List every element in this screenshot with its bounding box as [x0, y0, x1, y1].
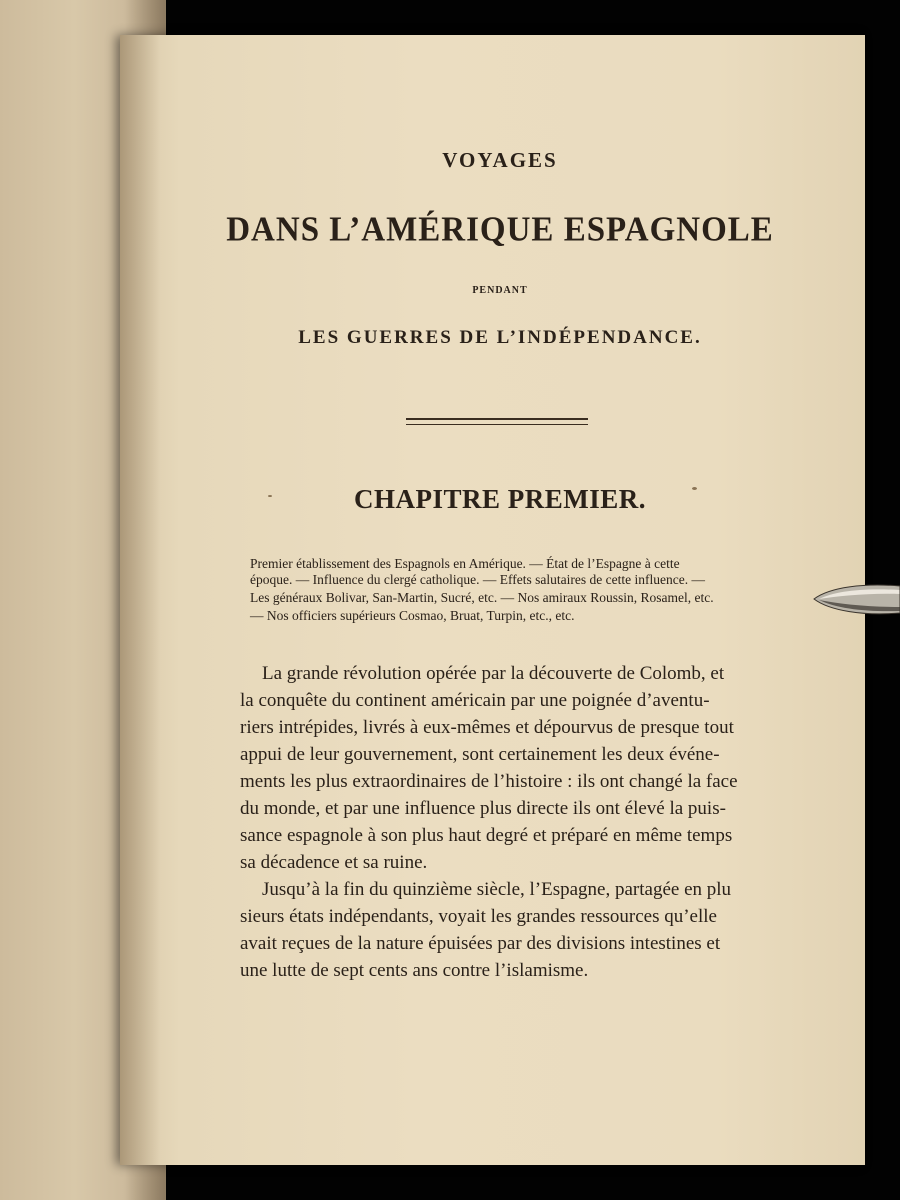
chapter-summary-line: — Nos officiers supérieurs Cosmao, Bruat, Turpin, etc., etc.	[250, 608, 575, 623]
body-text-line: Jusqu’à la fin du quinzième siècle, l’Espagne, partagée en plu	[262, 879, 732, 900]
chapter-summary-line: époque. — Influence du clergé catholique. — Effets salutaires de cette influence. —	[250, 572, 705, 587]
body-text-line: appui de leur gouvernement, sont certainement les deux événe-	[240, 744, 720, 765]
book-gutter	[120, 35, 160, 1165]
body-text-line: la conquête du continent américain par une poignée d’aventu-	[240, 690, 710, 711]
title-voyages: VOYAGES	[442, 148, 558, 172]
decorative-rule	[406, 424, 588, 425]
paper-spot	[268, 495, 272, 497]
body-text-line: sa décadence et sa ruine.	[240, 852, 428, 873]
metal-clip-icon	[812, 580, 900, 618]
body-text-line: sance espagnole à son plus haut degré et préparé en même temps	[240, 825, 733, 846]
paper-spot	[692, 487, 697, 490]
decorative-rule	[406, 418, 588, 420]
title-pendant: PENDANT	[472, 285, 528, 296]
body-text-line: avait reçues de la nature épuisées par des divisions intestines et	[240, 933, 721, 954]
body-text-line: La grande révolution opérée par la découverte de Colomb, et	[262, 663, 725, 684]
title-main: DANS L’AMÉRIQUE ESPAGNOLE	[226, 211, 774, 249]
body-text-line: du monde, et par une influence plus directe ils ont élevé la puis-	[240, 798, 726, 819]
chapter-title: CHAPITRE PREMIER.	[353, 484, 646, 514]
chapter-summary-line: Premier établissement des Espagnols en Amérique. — État de l’Espagne à cette	[250, 556, 680, 571]
body-text-line: riers intrépides, livrés à eux-mêmes et dépourvus de presque tout	[240, 717, 734, 738]
chapter-summary-line: Les généraux Bolivar, San-Martin, Sucré, etc. — Nos amiraux Roussin, Rosamel, etc.	[250, 590, 714, 605]
body-text-line: ments les plus extraordinaires de l’histoire : ils ont changé la face	[240, 771, 738, 792]
body-text-line: une lutte de sept cents ans contre l’islamisme.	[240, 960, 589, 981]
body-text-line: sieurs états indépendants, voyait les grandes ressources qu’elle	[240, 906, 717, 927]
title-guerres: LES GUERRES DE L’INDÉPENDANCE.	[298, 327, 702, 348]
